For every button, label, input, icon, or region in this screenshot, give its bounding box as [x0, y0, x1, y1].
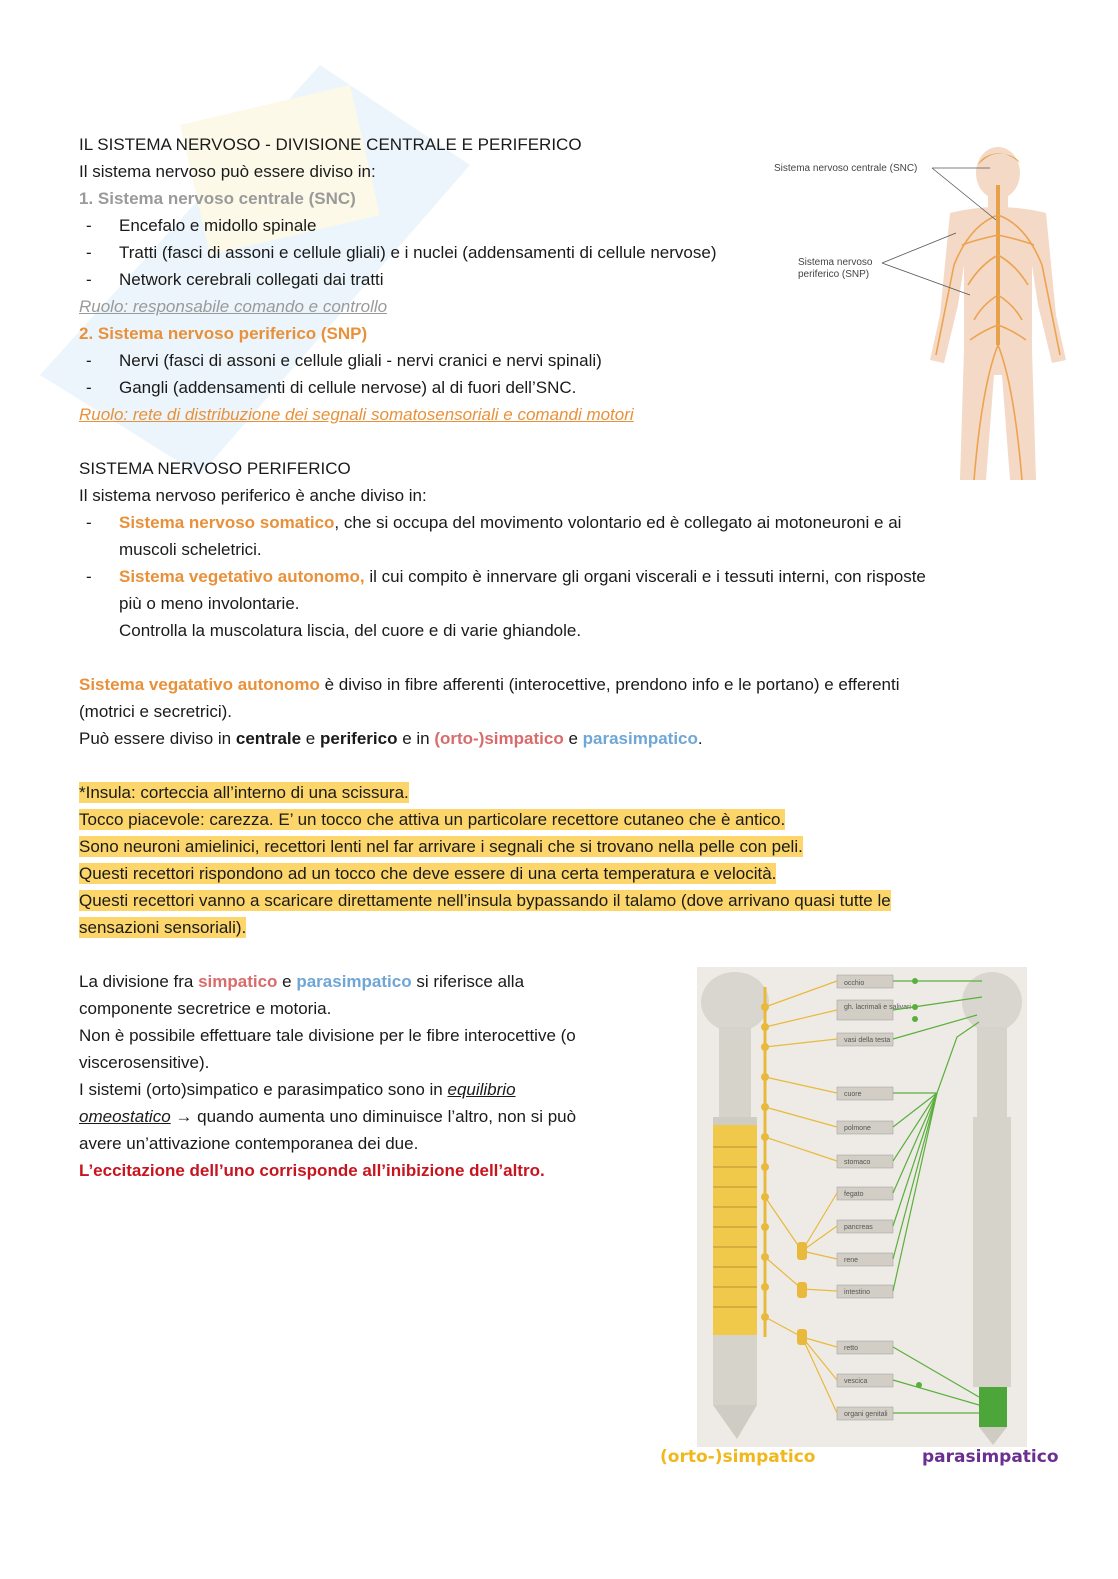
parasimpatico-term: parasimpatico [582, 729, 698, 748]
periferico-intro: Il sistema nervoso periferico è anche diviso in: [79, 486, 427, 505]
vegetativo-note: Controlla la muscolatura liscia, del cuore e di varie ghiandole. [119, 621, 582, 640]
list-item: Tratti (fasci di assoni e cellule gliali) e i nuclei (addensamenti di cellule nervose) [119, 243, 717, 262]
svg-text:polmone: polmone [844, 1125, 871, 1132]
list-item: Network cerebrali collegati dai tratti [119, 270, 384, 289]
caption-parasimpatico: parasimpatico [922, 1447, 1059, 1467]
insula-line: Sono neuroni amielinici, recettori lenti nel far arrivare i segnali che si trovano nella pelle con peli. [79, 837, 803, 856]
svg-text:rene: rene [844, 1257, 859, 1264]
list-item: Encefalo e midollo spinale [119, 216, 317, 235]
label-snp-line1: Sistema nervoso [798, 257, 873, 268]
list-item: Gangli (addensamenti di cellule nervose) al di fuori dell’SNC. [119, 378, 577, 397]
svg-text:vasi della testa: vasi della testa [844, 1037, 891, 1044]
bullet-dash: - [86, 513, 92, 532]
page-title: IL SISTEMA NERVOSO - DIVISIONE CENTRALE E PERIFERICO [79, 135, 582, 154]
bullet-dash: - [86, 567, 92, 586]
label-snc: Sistema nervoso centrale (SNC) [774, 163, 918, 174]
snc-heading: 1. Sistema nervoso centrale (SNC) [79, 189, 356, 208]
insula-line: Questi recettori vanno a scaricare direttamente nell’insula bypassando il talamo (dove arrivano quasi tutte le [79, 891, 891, 910]
label-snp-line2: periferico (SNP) [798, 269, 870, 280]
divisione-line-3: Non è possibile effettuare tale divisione per le fibre interocettive (o [79, 1026, 576, 1045]
svg-text:vescica: vescica [844, 1378, 868, 1385]
bullet-dash: - [86, 378, 92, 397]
list-item-vegetativo: Sistema vegetativo autonomo, il cui compito è innervare gli organi viscerali e i tessuti interni, con risposte [119, 567, 926, 586]
divisione-conclusion: L’eccitazione dell’uno corrisponde all’inibizione dell’altro. [79, 1161, 545, 1180]
divisione-line-4: viscerosensitive). [79, 1053, 210, 1072]
bullet-dash: - [86, 351, 92, 370]
somatico-term: Sistema nervoso somatico [119, 513, 335, 532]
svg-text:gh. lacrimali e salivari: gh. lacrimali e salivari [844, 1004, 911, 1011]
insula-line: sensazioni sensoriali). [79, 918, 247, 937]
somatico-continuation: muscoli scheletrici. [119, 540, 262, 559]
autonomic-system-figure [697, 967, 1027, 1447]
divisione-line-1: La divisione fra simpatico e parasimpatico si riferisce alla [79, 972, 525, 991]
svg-text:intestino: intestino [844, 1289, 871, 1296]
bullet-dash: - [86, 216, 92, 235]
svg-text:stomaco: stomaco [844, 1159, 871, 1166]
divisione-line-5: I sistemi (orto)simpatico e parasimpatico sono in equilibrio [79, 1080, 516, 1099]
svg-text:organi genitali: organi genitali [844, 1411, 888, 1418]
intro-text: Il sistema nervoso può essere diviso in: [79, 162, 376, 181]
autonomo-paragraph-2: Può essere diviso in centrale e periferico e in (orto-)simpatico e parasimpatico. [79, 729, 703, 748]
list-item-somatico: Sistema nervoso somatico, che si occupa del movimento volontario ed è collegato ai motoneuroni e ai [119, 513, 902, 532]
caption-orto-simpatico: (orto-)simpatico [660, 1447, 816, 1467]
svg-text:retto: retto [844, 1345, 859, 1352]
divisione-line-2: componente secretrice e motoria. [79, 999, 332, 1018]
insula-line: Tocco piacevole: carezza. E’ un tocco che attiva un particolare recettore cutaneo che è antico. [79, 810, 786, 829]
snp-role: Ruolo: rete di distribuzione dei segnali somatosensoriali e comandi motori [79, 405, 634, 424]
svg-text:pancreas: pancreas [844, 1224, 873, 1231]
autonomo-paragraph-1: Sistema vegatativo autonomo è diviso in fibre afferenti (interocettive, prendono info e le portano) e efferenti [79, 675, 900, 694]
periferico-title: SISTEMA NERVOSO PERIFERICO [79, 459, 351, 478]
snc-role: Ruolo: responsabile comando e controllo [79, 297, 388, 316]
divisione-line-7: avere un’attivazione contemporanea dei due. [79, 1134, 419, 1153]
snp-heading: 2. Sistema nervoso periferico (SNP) [79, 324, 368, 343]
svg-text:cuore: cuore [844, 1091, 862, 1098]
vegetativo-term: Sistema vegetativo autonomo, [119, 567, 365, 586]
svg-text:fegato: fegato [844, 1191, 864, 1198]
autonomo-paragraph-1b: (motrici e secretrici). [79, 702, 233, 721]
vegetativo-continuation: più o meno involontarie. [119, 594, 300, 613]
divisione-line-6: omeostatico → quando aumenta uno diminuisce l’altro, non si può [79, 1107, 577, 1126]
nervous-system-body-figure [770, 145, 1070, 480]
insula-line: Questi recettori rispondono ad un tocco che deve essere di una certa temperatura e velocità. [79, 864, 777, 883]
bullet-dash: - [86, 270, 92, 289]
insula-line: *Insula: corteccia all’interno di una scissura. [79, 783, 409, 802]
orto-simpatico-term: (orto-)simpatico [434, 729, 564, 748]
svg-text:occhio: occhio [844, 980, 865, 987]
list-item: Nervi (fasci di assoni e cellule gliali - nervi cranici e nervi spinali) [119, 351, 602, 370]
autonomo-term: Sistema vegatativo autonomo [79, 675, 320, 694]
bullet-dash: - [86, 243, 92, 262]
